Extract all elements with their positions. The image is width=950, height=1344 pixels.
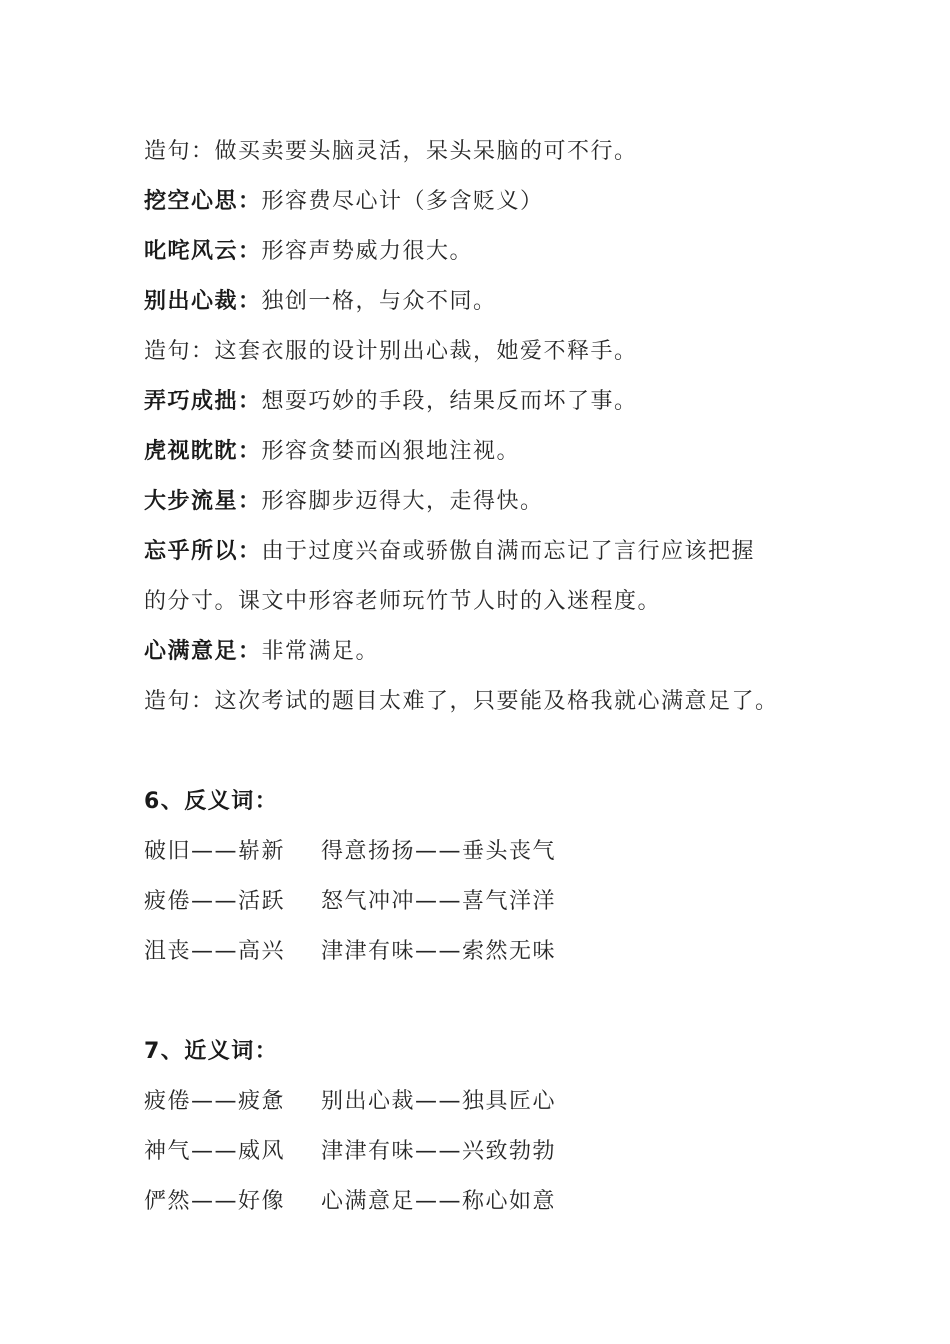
example-sentence-line bbox=[144, 127, 844, 177]
synonym-pair: 别出心裁——独具匠心 bbox=[321, 1089, 557, 1114]
idiom-term: 别出心裁： bbox=[144, 289, 262, 314]
document-page bbox=[144, 127, 844, 1227]
idiom-definition: 形容贪婪而凶狠地注视。 bbox=[261, 439, 521, 464]
idiom-term: 忘乎所以： bbox=[144, 539, 262, 564]
idiom-definition: 造句：这次考试的题目太难了，只要能及格我就心满意足了。 bbox=[144, 689, 779, 714]
synonym-pair: 津津有味——兴致勃勃 bbox=[321, 1139, 557, 1164]
synonym-pair: 疲倦——疲惫 bbox=[144, 1089, 286, 1114]
synonyms-heading: 7、近义词： bbox=[144, 1039, 279, 1064]
idiom-term: 虎视眈眈： bbox=[144, 439, 262, 464]
antonym-pair: 疲倦——活跃 bbox=[144, 889, 286, 914]
synonym-pair: 心满意足——称心如意 bbox=[321, 1189, 557, 1214]
idiom-line bbox=[144, 527, 844, 577]
synonym-pair: 神气——威风 bbox=[144, 1139, 286, 1164]
idiom-line bbox=[144, 477, 844, 527]
idiom-definition: 造句：这套衣服的设计别出心裁，她爱不释手。 bbox=[144, 339, 638, 364]
example-sentence-line bbox=[144, 327, 844, 377]
idiom-definition: 的分寸。课文中形容老师玩竹节人时的入迷程度。 bbox=[144, 589, 662, 614]
antonym-pair: 沮丧——高兴 bbox=[144, 939, 286, 964]
idiom-line bbox=[144, 177, 844, 227]
idiom-term: 叱咤风云： bbox=[144, 239, 262, 264]
antonyms-heading: 6、反义词： bbox=[144, 789, 279, 814]
synonym-row bbox=[144, 1077, 844, 1127]
idiom-definition: 形容脚步迈得大，走得快。 bbox=[261, 489, 544, 514]
idiom-term: 大步流星： bbox=[144, 489, 262, 514]
synonym-row bbox=[144, 1177, 844, 1227]
antonym-row bbox=[144, 827, 844, 877]
idiom-definition: 造句：做买卖要头脑灵活，呆头呆脑的可不行。 bbox=[144, 139, 638, 164]
idiom-line bbox=[144, 427, 844, 477]
antonym-pair: 破旧——崭新 bbox=[144, 839, 286, 864]
idiom-definition: 非常满足。 bbox=[261, 639, 380, 664]
synonym-row bbox=[144, 1127, 844, 1177]
idiom-term: 心满意足： bbox=[144, 639, 262, 664]
idiom-definition: 独创一格，与众不同。 bbox=[261, 289, 497, 314]
idiom-definition: 形容费尽心计（多含贬义） bbox=[261, 189, 544, 214]
antonym-pair: 怒气冲冲——喜气洋洋 bbox=[321, 889, 557, 914]
idiom-line bbox=[144, 227, 844, 277]
section-spacer bbox=[144, 977, 844, 1027]
idiom-line bbox=[144, 377, 844, 427]
idiom-term: 挖空心思： bbox=[144, 189, 262, 214]
antonym-row bbox=[144, 927, 844, 977]
idiom-definition: 由于过度兴奋或骄傲自满而忘记了言行应该把握 bbox=[261, 539, 756, 564]
idiom-definition: 想耍巧妙的手段，结果反而坏了事。 bbox=[261, 389, 638, 414]
idiom-line bbox=[144, 627, 844, 677]
idiom-definition: 形容声势威力很大。 bbox=[261, 239, 474, 264]
antonym-row bbox=[144, 877, 844, 927]
section-spacer bbox=[144, 727, 844, 777]
antonym-pair: 得意扬扬——垂头丧气 bbox=[321, 839, 557, 864]
idiom-term: 弄巧成拙： bbox=[144, 389, 262, 414]
antonym-pair: 津津有味——索然无味 bbox=[321, 939, 557, 964]
example-sentence-line bbox=[144, 677, 844, 727]
idiom-continuation-line bbox=[144, 577, 844, 627]
synonym-pair: 俨然——好像 bbox=[144, 1189, 286, 1214]
idiom-line bbox=[144, 277, 844, 327]
